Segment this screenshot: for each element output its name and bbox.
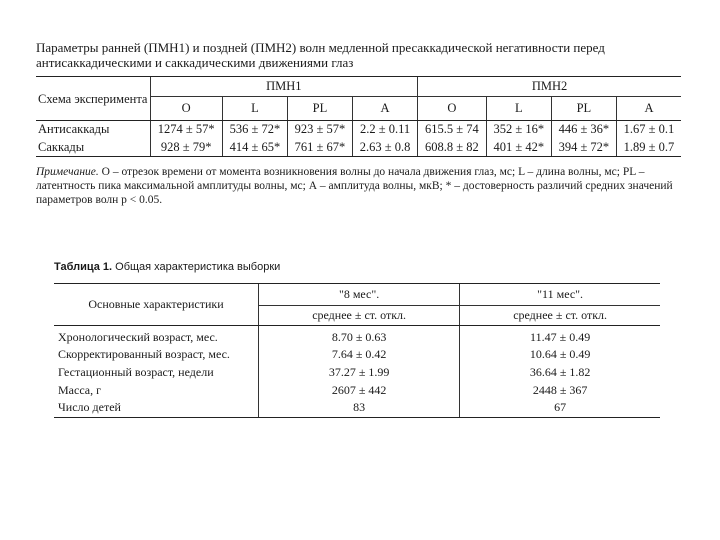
subheader-l: L <box>486 97 551 121</box>
table-cell: 8.70 ± 0.63 <box>259 326 460 346</box>
table-row <box>54 399 660 417</box>
subheader-o: О <box>418 97 487 121</box>
subheader-a: A <box>353 97 418 121</box>
table-row <box>36 139 681 157</box>
table-row <box>36 121 681 139</box>
table-cell: 10.64 ± 0.49 <box>460 345 660 363</box>
table1-note <box>36 165 681 207</box>
table-row <box>54 326 660 346</box>
table-cell: 394 ± 72* <box>551 139 616 157</box>
table-cell: 761 ± 67* <box>287 139 352 157</box>
table-cell: 923 ± 57* <box>287 121 352 139</box>
table-cell: 352 ± 16* <box>486 121 551 139</box>
table-row <box>54 345 660 363</box>
scheme-header: Схема эксперимента <box>36 77 150 121</box>
table-cell: 2448 ± 367 <box>460 381 660 399</box>
table-cell: 83 <box>259 399 460 417</box>
table2-title <box>54 261 280 273</box>
table2-title-text: Общая характеристика выборки <box>112 261 281 273</box>
table-cell: 414 ± 65* <box>222 139 287 157</box>
table-cell: 7.64 ± 0.42 <box>259 345 460 363</box>
note-label: Примечание. <box>36 166 99 178</box>
subheader-a: A <box>616 97 681 121</box>
row-label: Саккады <box>36 139 150 157</box>
table-cell: 536 ± 72* <box>222 121 287 139</box>
row-label: Хронологический возраст, мес. <box>58 330 218 344</box>
row-label: Число детей <box>54 399 259 417</box>
table-cell: 36.64 ± 1.82 <box>460 363 660 381</box>
row-label: Гестационный возраст, недели <box>58 364 214 379</box>
table2-title-number: Таблица 1. <box>54 261 113 273</box>
row-label: Антисаккады <box>38 122 110 137</box>
table-cell: 401 ± 42* <box>486 139 551 157</box>
table-cell: 2607 ± 442 <box>259 381 460 399</box>
table-cell: 37.27 ± 1.99 <box>259 363 460 381</box>
subheader-o: О <box>150 97 222 121</box>
table-cell: 1.67 ± 0.1 <box>616 121 681 139</box>
group-header-pmn2: ПМН2 <box>418 77 681 97</box>
table-cell: 2.63 ± 0.8 <box>353 139 418 157</box>
table-cell: 928 ± 79* <box>150 139 222 157</box>
table-cell: 1274 ± 57* <box>150 121 222 139</box>
table-cell: 1.89 ± 0.7 <box>616 139 681 157</box>
table-cell: 608.8 ± 82 <box>418 139 487 157</box>
subheader-pl: PL <box>287 97 352 121</box>
group-header-8mo: "8 мес". <box>259 284 460 306</box>
table-cell: 67 <box>460 399 660 417</box>
table-cell: 11.47 ± 0.49 <box>460 326 660 346</box>
subheader-pl: PL <box>551 97 616 121</box>
subheader-l: L <box>222 97 287 121</box>
row-label: Скорректированный возраст, мес. <box>58 346 230 361</box>
table2 <box>54 283 660 418</box>
row-label: Масса, г <box>58 382 102 397</box>
group-header-11mo: "11 мес". <box>460 284 660 306</box>
group-header-pmn1: ПМН1 <box>150 77 418 97</box>
note-text: О – отрезок времени от момента возникновения волны до начала движения глаз, мс; L – длина волны, мс; PL – латентность пика максимальной амплитуды волны, мс; А – амплитуда волны, мкВ; * – достоверность различий средних значений параметров волн p < 0.05. <box>36 166 673 206</box>
table1 <box>36 76 681 157</box>
subheader-mean-sd: среднее ± ст. откл. <box>259 306 460 326</box>
table-row <box>54 363 660 381</box>
table-cell: 2.2 ± 0.11 <box>353 121 418 139</box>
table-row <box>54 381 660 399</box>
table1-title: Параметры ранней (ПМН1) и поздней (ПМН2) волн медленной пресаккадической негативности перед антисаккадическими и саккадическими движениями глаз <box>36 40 605 70</box>
subheader-mean-sd: среднее ± ст. откл. <box>460 306 660 326</box>
table-cell: 446 ± 36* <box>551 121 616 139</box>
table-cell: 615.5 ± 74 <box>418 121 487 139</box>
main-characteristics-header: Основные характеристики <box>54 284 259 326</box>
